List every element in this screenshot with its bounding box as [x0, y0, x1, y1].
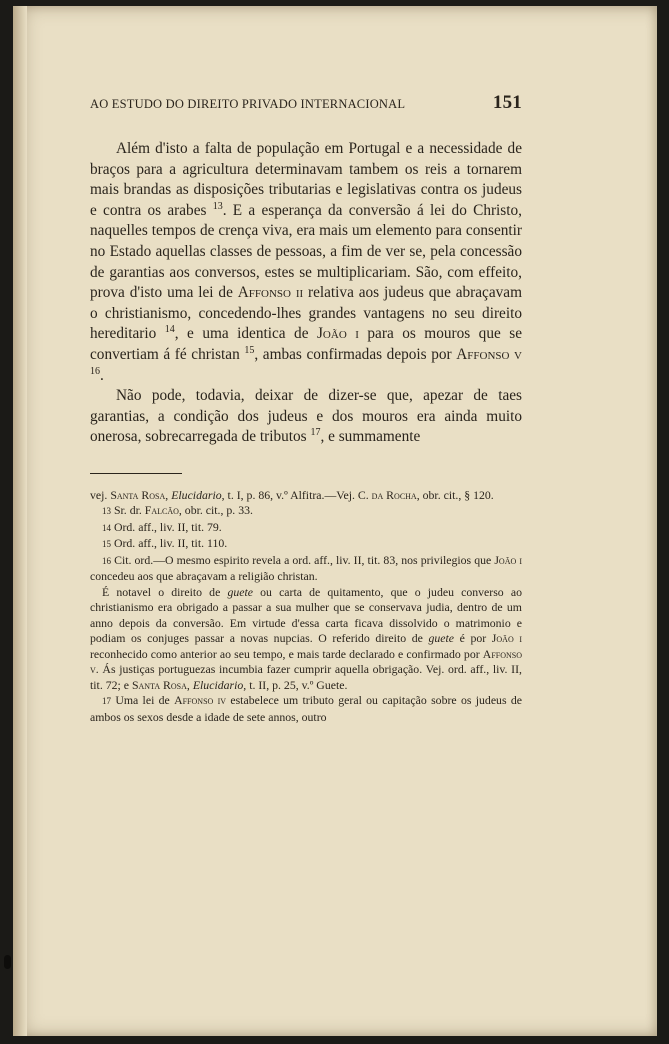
- footnote-14: 14 Ord. aff., liv. II, tit. 79.: [102, 519, 222, 534]
- footnote-ref-16[interactable]: 16: [90, 365, 100, 377]
- footnote-ref-14[interactable]: 14: [164, 324, 175, 336]
- footnotes: [90, 488, 522, 726]
- name-affonso-ii: Affonso ii: [237, 284, 304, 302]
- paragraph-1: Além d'isto a falta de população em Portugal e a necessidade de braços para a agricultura determinavam tambem os reis a tornarem mais brandas as disposições tributarias e legislativas contra os judeus e contra os arabes $^{13}$. E a esperança da conversão á lei do Christo, naquelles tempos de crença viva, era mais um elemento para consentir no Estado aquellas classes de pessoas, a fim de ver se, pela concessão de garantias aos conversos, estes se multiplicariam. São, com effeito, prova d'isto uma lei de Affonso ii relativa aos judeus que abraçavam o christianismo, concedendo-lhes grandes vantagens no seu direito hereditario $^{14}$, e uma identica de João i para os mouros que se convertiam á fé christan $^{15}$, ambas confirmadas depois por Affonso v $^{16}$.: [90, 140, 523, 384]
- footnote-guete: É notavel o direito de guete ou carta de quitamento, que o judeu converso ao christianismo era obrigado a passar a sua mulher que se conservava judia, dentro de um anno depois da conversão. Em virtude d'essa carta ficava dissolvido o matrimonio e podiam os conjuges passar a novas nupcias. O referido direito de guete é por João i reconhecido como anterior ao seu tempo, e mais tarde declarado e confirmado por Affonso v. Ás justiças portuguezas incumbia fazer cumprir aquella obrigação. Vej. ord. aff., liv. II, tit. 72; e Santa Rosa, Elucidario, t. II, p. 25, v.º Guete.: [90, 584, 522, 692]
- footnote-17: 17 Uma lei de Affonso iv estabelece um tributo geral ou capitação sobre os judeus de ambos os sexos desde a idade de sete annos, outro: [90, 693, 522, 724]
- name-joao-i: João i: [316, 325, 359, 343]
- running-head: [90, 92, 522, 114]
- footnote-13: 13 Sr. dr. Falcão, obr. cit., p. 33.: [102, 503, 253, 518]
- footnote-15: 15 Ord. aff., liv. II, tit. 110.: [102, 536, 228, 551]
- footnote-continuation: vej. Santa Rosa, Elucidario, t. I, p. 86, v.º Alfitra.—Vej. C. da Rocha, obr. cit., § 120.: [90, 487, 494, 502]
- footnote-ref-17[interactable]: 17: [310, 427, 321, 439]
- page-gutter-shadow: [13, 6, 27, 1036]
- text-block: [90, 92, 522, 725]
- running-title: AO ESTUDO DO DIREITO PRIVADO INTERNACIONAL: [90, 97, 406, 111]
- name-affonso-v: Affonso v: [456, 345, 523, 363]
- page-number: 151: [492, 92, 522, 113]
- binding-hole: [4, 955, 11, 969]
- body-text: [90, 139, 522, 448]
- paragraph-2: Não pode, todavia, deixar de dizer-se que, apezar de taes garantias, a condição dos judeus e dos mouros era ainda muito onerosa, sobrecarregada de tributos $^{17}$, e summamente: [90, 387, 522, 446]
- footnote-ref-13[interactable]: 13: [212, 200, 223, 212]
- footnote-16: 16 Cit. ord.—O mesmo espirito revela a ord. aff., liv. II, tit. 83, nos privilegios que João i concedeu aos que abraçavam a religião christan.: [90, 552, 522, 584]
- footnote-rule: [90, 473, 182, 474]
- footnote-ref-15[interactable]: 15: [244, 344, 255, 356]
